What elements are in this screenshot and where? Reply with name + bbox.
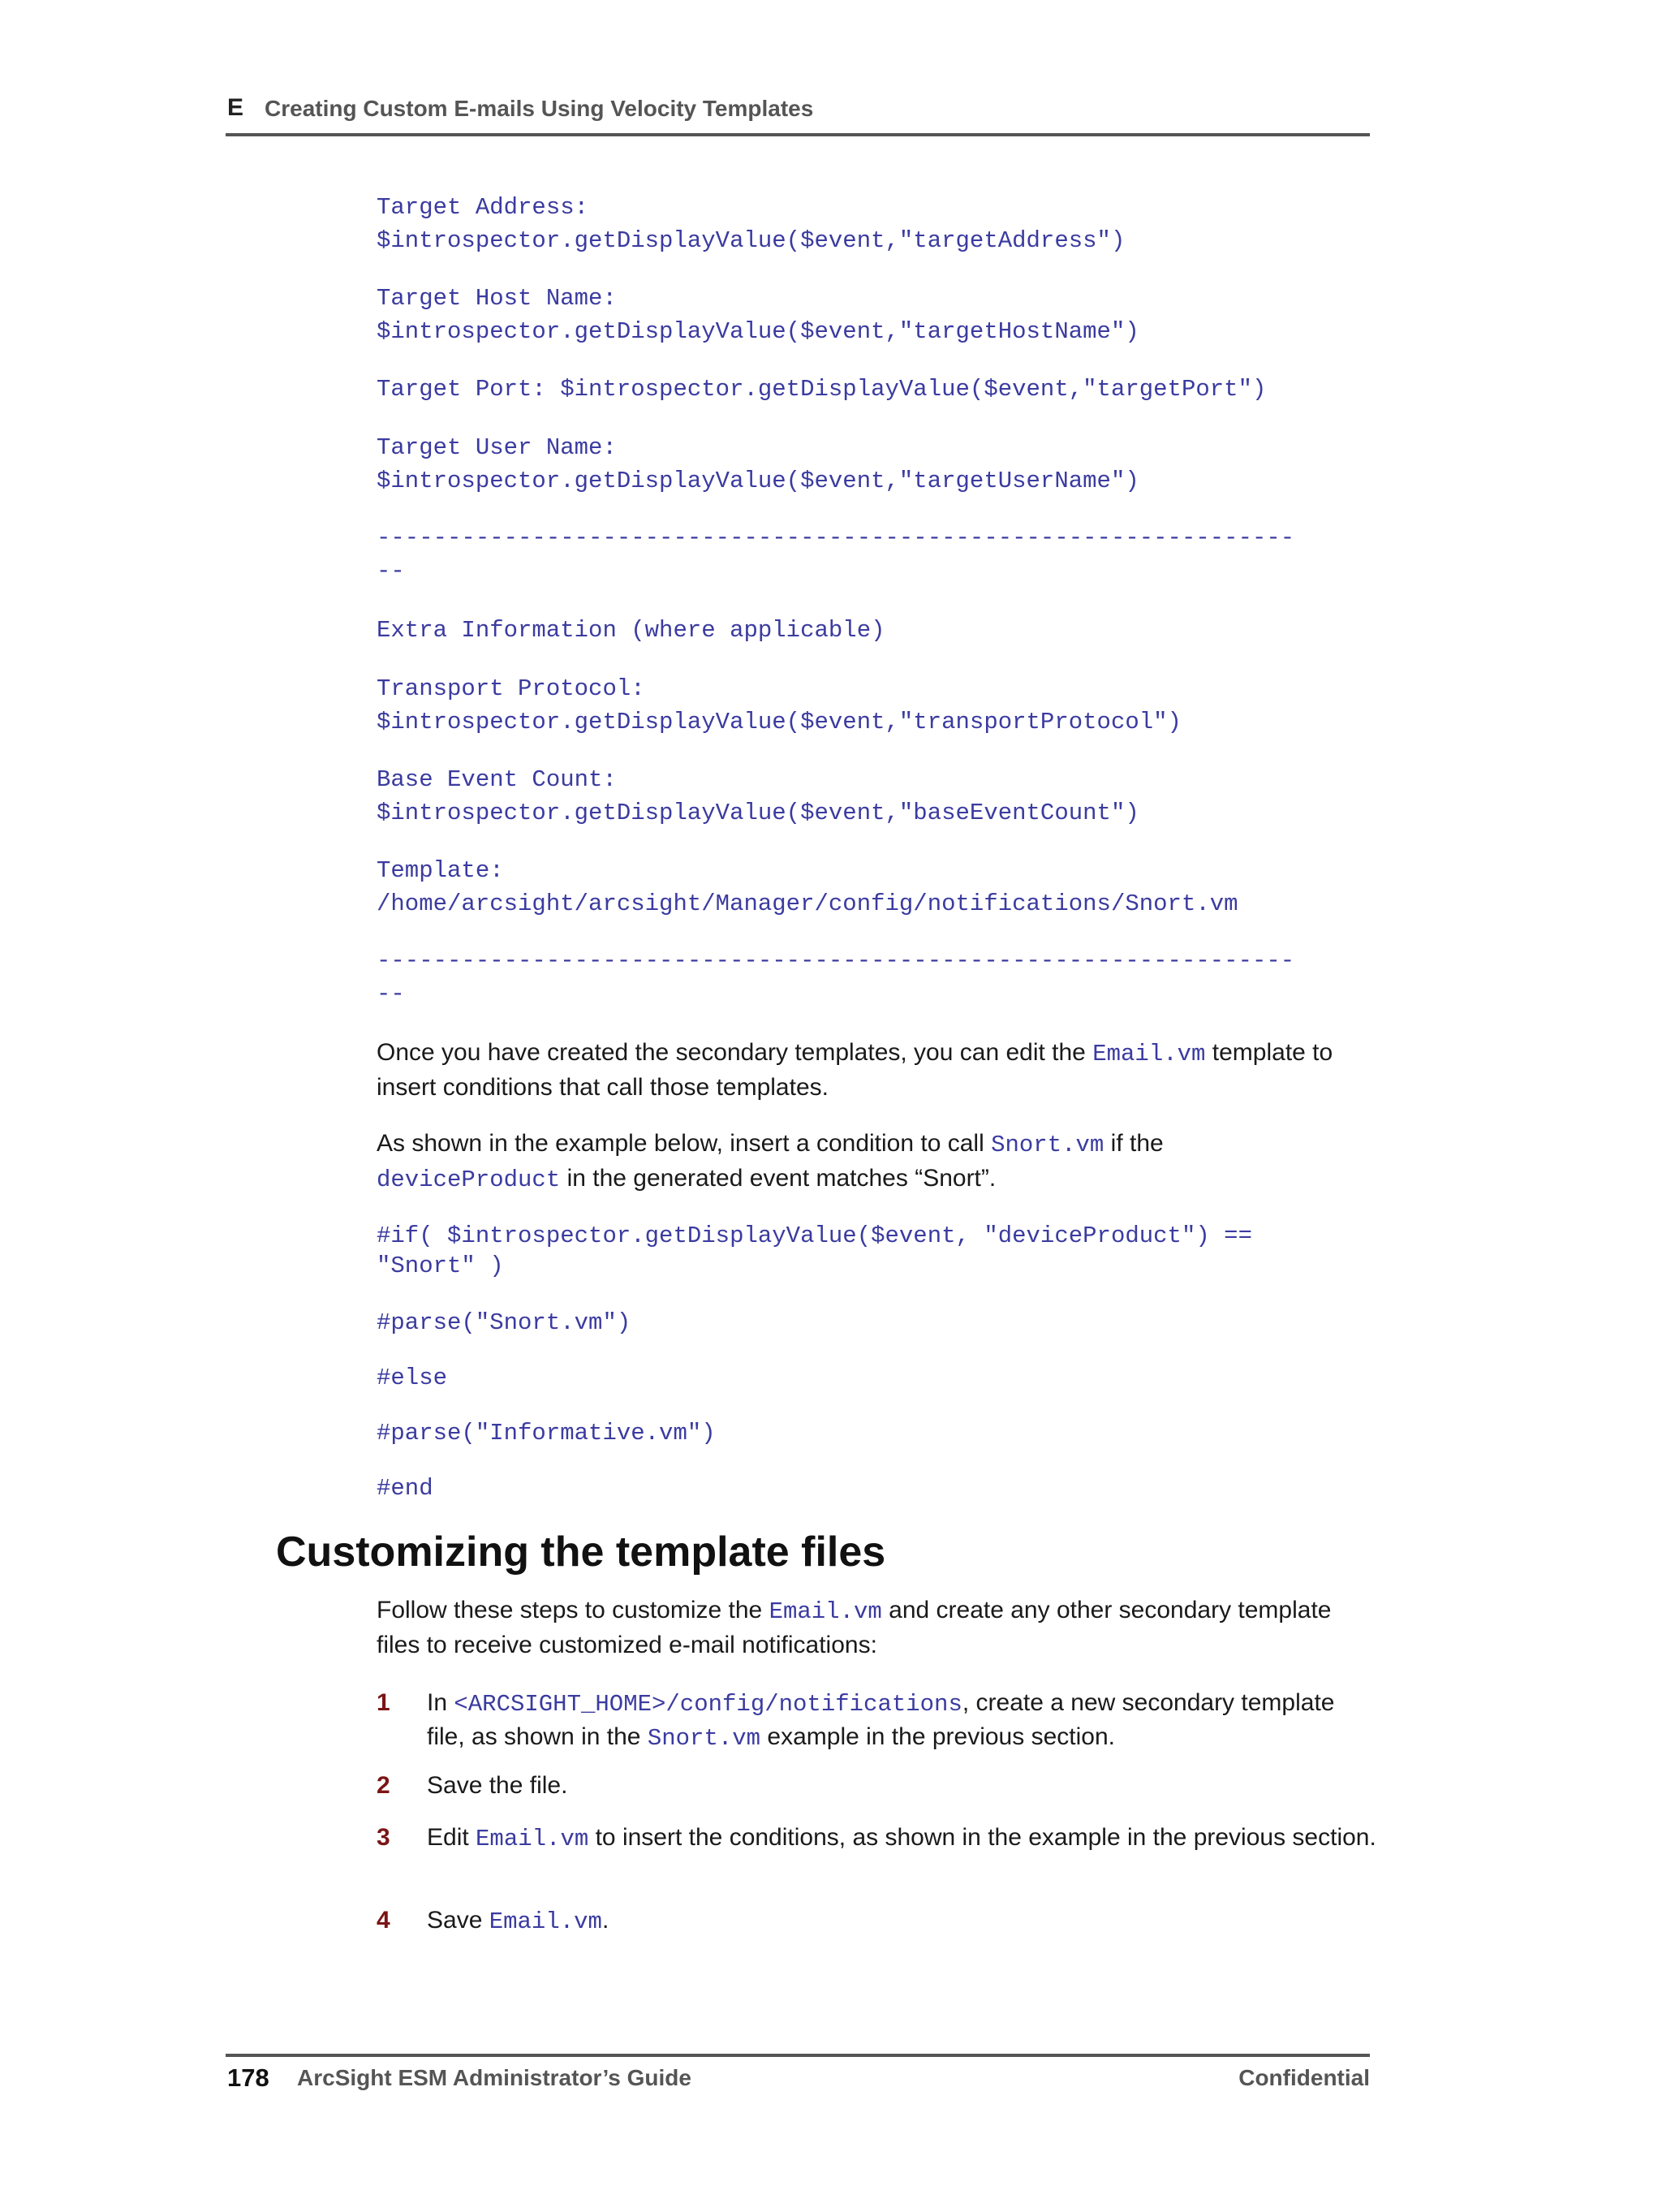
text: In	[427, 1689, 454, 1716]
code-parse-snort: #parse("Snort.vm")	[377, 1309, 631, 1336]
step-text	[427, 1822, 1376, 1856]
code-if-line1: #if( $introspector.getDisplayValue($event, "deviceProduct") ==	[377, 1222, 1252, 1249]
code-device-product: deviceProduct	[377, 1166, 561, 1193]
guide-title: ArcSight ESM Administrator’s Guide	[297, 2065, 691, 2090]
text: example in the previous section.	[760, 1723, 1115, 1750]
text: and create any other secondary template files to receive customized e-mail notifications:	[377, 1597, 1332, 1658]
running-footer	[226, 2054, 1370, 2093]
code-target-user-expr: $introspector.getDisplayValue($event,"targetUserName")	[377, 468, 1139, 494]
code-transport-expr: $introspector.getDisplayValue($event,"transportProtocol")	[377, 709, 1182, 735]
code-separator-2-tail: --	[377, 981, 405, 1007]
code-separator-tail: --	[377, 558, 405, 584]
step-text: Save the file.	[427, 1772, 568, 1799]
code-email-vm: Email.vm	[1092, 1041, 1206, 1067]
text: , create a new secondary template file, as shown in the	[427, 1689, 1335, 1750]
step-number: 4	[377, 1907, 390, 1934]
text: .	[601, 1907, 609, 1934]
paragraph-secondary-templates	[377, 1036, 1375, 1104]
code-transport-label: Transport Protocol:	[377, 675, 645, 702]
section-heading: Customizing the template files	[276, 1529, 886, 1576]
step-number: 2	[377, 1772, 390, 1799]
step-number: 1	[377, 1689, 390, 1716]
code-snort-vm: Snort.vm	[647, 1725, 761, 1752]
code-end: #end	[377, 1475, 433, 1502]
text: to insert the conditions, as shown in the example in the previous section.	[588, 1824, 1376, 1851]
code-template-label: Template:	[377, 857, 504, 884]
text: in the generated event matches “Snort”.	[560, 1165, 997, 1192]
code-target-host-label: Target Host Name:	[377, 285, 617, 312]
code-separator: -----------------------------------------------------------------	[377, 524, 1295, 551]
text: template to insert conditions that call those templates.	[377, 1039, 1333, 1101]
text: Follow these steps to customize the	[377, 1597, 769, 1623]
running-header	[226, 91, 1370, 136]
code-email-vm: Email.vm	[476, 1826, 589, 1852]
code-parse-informative: #parse("Informative.vm")	[377, 1420, 716, 1447]
code-base-count-expr: $introspector.getDisplayValue($event,"baseEventCount")	[377, 800, 1139, 826]
code-target-host-expr: $introspector.getDisplayValue($event,"targetHostName")	[377, 318, 1139, 345]
confidential-label: Confidential	[1238, 2065, 1370, 2090]
text: Save	[427, 1907, 489, 1934]
code-extra-info: Extra Information (where applicable)	[377, 617, 885, 644]
code-email-vm: Email.vm	[769, 1598, 882, 1625]
text: Once you have created the secondary templates, you can edit the	[377, 1039, 1093, 1066]
chapter-title: Creating Custom E-mails Using Velocity Templates	[265, 96, 814, 121]
text: if the	[1104, 1130, 1164, 1157]
step-text	[427, 1904, 1376, 1938]
code-target-address-expr: $introspector.getDisplayValue($event,"targetAddress")	[377, 227, 1126, 254]
code-if-line2: "Snort" )	[377, 1253, 504, 1279]
code-template-path: /home/arcsight/arcsight/Manager/config/notifications/Snort.vm	[377, 890, 1238, 917]
code-arcsight-path: <ARCSIGHT_HOME>/config/notifications	[454, 1691, 962, 1718]
code-snort-vm: Snort.vm	[991, 1132, 1104, 1158]
code-target-user-label: Target User Name:	[377, 434, 617, 461]
page-number: 178	[227, 2063, 269, 2092]
text: Edit	[427, 1824, 476, 1851]
code-else: #else	[377, 1365, 448, 1391]
step-number: 3	[377, 1824, 390, 1851]
code-email-vm: Email.vm	[489, 1908, 602, 1935]
code-target-address-label: Target Address:	[377, 194, 589, 221]
paragraph-condition	[377, 1127, 1375, 1197]
step-text	[427, 1687, 1376, 1755]
code-separator-2: -----------------------------------------------------------------	[377, 947, 1295, 974]
appendix-letter: E	[227, 94, 244, 121]
code-base-count-label: Base Event Count:	[377, 766, 617, 793]
section-intro	[377, 1593, 1375, 1662]
text: As shown in the example below, insert a condition to call	[377, 1130, 992, 1157]
code-target-port: Target Port: $introspector.getDisplayValue($event,"targetPort")	[377, 376, 1267, 403]
